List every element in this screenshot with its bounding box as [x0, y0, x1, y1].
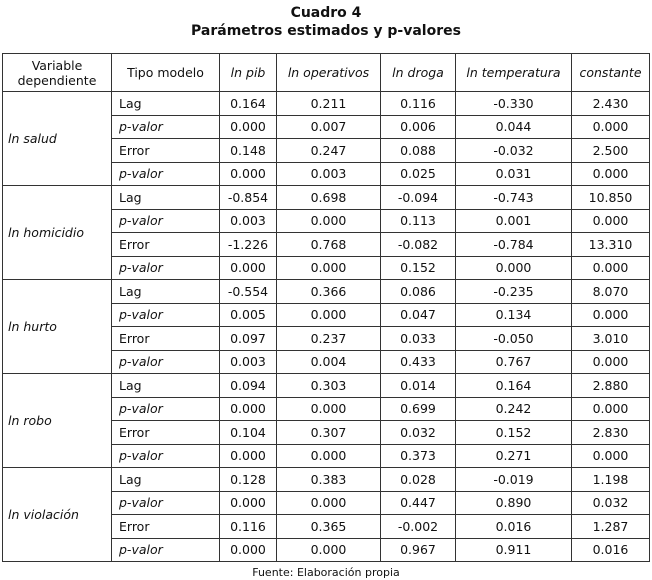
value-cell: 0.128	[220, 468, 277, 492]
value-cell: 0.242	[456, 397, 572, 421]
table-title: Cuadro 4	[290, 5, 362, 21]
value-cell: 0.007	[277, 115, 381, 139]
value-cell: 0.164	[456, 374, 572, 398]
value-cell: 0.033	[381, 327, 456, 351]
model-type-cell: p-valor	[112, 397, 220, 421]
value-cell: 3.010	[572, 327, 650, 351]
value-cell: 0.890	[456, 491, 572, 515]
value-cell: 0.000	[456, 256, 572, 280]
value-cell: 0.237	[277, 327, 381, 351]
value-cell: -0.002	[381, 515, 456, 539]
value-cell: 0.086	[381, 280, 456, 304]
value-cell: 2.430	[572, 92, 650, 116]
value-cell: 0.000	[277, 538, 381, 562]
value-cell: 0.000	[220, 444, 277, 468]
value-cell: 0.365	[277, 515, 381, 539]
table-body	[3, 92, 650, 562]
model-type-cell: p-valor	[112, 209, 220, 233]
value-cell: 0.113	[381, 209, 456, 233]
value-cell: 8.070	[572, 280, 650, 304]
model-type-cell: p-valor	[112, 115, 220, 139]
model-type-cell: p-valor	[112, 303, 220, 327]
table-source: Fuente: Elaboración propia	[252, 566, 400, 579]
value-cell: 0.014	[381, 374, 456, 398]
value-cell: -0.784	[456, 233, 572, 257]
value-cell: -0.094	[381, 186, 456, 210]
value-cell: 0.000	[572, 256, 650, 280]
model-type-cell: p-valor	[112, 350, 220, 374]
value-cell: 0.116	[381, 92, 456, 116]
model-type-cell: Lag	[112, 468, 220, 492]
model-type-cell: Lag	[112, 280, 220, 304]
header-constante: constante	[572, 54, 650, 92]
value-cell: 2.500	[572, 139, 650, 163]
value-cell: 0.768	[277, 233, 381, 257]
value-cell: 0.148	[220, 139, 277, 163]
table-row	[3, 92, 650, 116]
value-cell: 0.967	[381, 538, 456, 562]
value-cell: 0.032	[381, 421, 456, 445]
value-cell: 0.000	[220, 538, 277, 562]
value-cell: 0.016	[572, 538, 650, 562]
value-cell: 0.000	[572, 209, 650, 233]
value-cell: 1.287	[572, 515, 650, 539]
value-cell: 0.044	[456, 115, 572, 139]
value-cell: -1.226	[220, 233, 277, 257]
table-subtitle: Parámetros estimados y p-valores	[191, 23, 461, 39]
value-cell: 2.880	[572, 374, 650, 398]
value-cell: 0.383	[277, 468, 381, 492]
value-cell: 0.047	[381, 303, 456, 327]
value-cell: 0.000	[277, 491, 381, 515]
value-cell: 0.000	[572, 162, 650, 186]
value-cell: 0.000	[277, 303, 381, 327]
value-cell: 0.000	[220, 115, 277, 139]
table-row	[3, 280, 650, 304]
model-type-cell: Lag	[112, 374, 220, 398]
header-ln-pib: ln pib	[220, 54, 277, 92]
value-cell: -0.019	[456, 468, 572, 492]
header-ln-temperatura: ln temperatura	[456, 54, 572, 92]
model-type-cell: Error	[112, 233, 220, 257]
value-cell: 10.850	[572, 186, 650, 210]
value-cell: 2.830	[572, 421, 650, 445]
value-cell: 0.152	[456, 421, 572, 445]
value-cell: 0.698	[277, 186, 381, 210]
value-cell: 0.447	[381, 491, 456, 515]
dependent-variable-cell: ln hurto	[3, 280, 112, 374]
header-ln-droga: ln droga	[381, 54, 456, 92]
value-cell: 0.004	[277, 350, 381, 374]
header-variable-line1: Variable	[31, 57, 83, 73]
value-cell: 0.006	[381, 115, 456, 139]
model-type-cell: Lag	[112, 92, 220, 116]
dependent-variable-cell: ln salud	[3, 92, 112, 186]
value-cell: 0.116	[220, 515, 277, 539]
value-cell: 0.016	[456, 515, 572, 539]
model-type-cell: Error	[112, 515, 220, 539]
value-cell: 0.032	[572, 491, 650, 515]
model-type-cell: Error	[112, 327, 220, 351]
model-type-cell: p-valor	[112, 538, 220, 562]
model-type-cell: Error	[112, 421, 220, 445]
value-cell: 0.031	[456, 162, 572, 186]
value-cell: 0.366	[277, 280, 381, 304]
value-cell: 0.000	[277, 397, 381, 421]
value-cell: 0.211	[277, 92, 381, 116]
header-row	[3, 54, 650, 92]
dependent-variable-cell: ln violación	[3, 468, 112, 562]
value-cell: 0.005	[220, 303, 277, 327]
value-cell: 0.911	[456, 538, 572, 562]
parameters-table	[2, 53, 650, 562]
value-cell: 0.433	[381, 350, 456, 374]
value-cell: 0.000	[572, 350, 650, 374]
value-cell: 0.000	[220, 397, 277, 421]
value-cell: 0.088	[381, 139, 456, 163]
value-cell: -0.032	[456, 139, 572, 163]
model-type-cell: p-valor	[112, 256, 220, 280]
value-cell: 0.003	[220, 350, 277, 374]
value-cell: 0.000	[572, 115, 650, 139]
header-variable	[3, 54, 112, 92]
value-cell: 0.000	[572, 303, 650, 327]
value-cell: 1.198	[572, 468, 650, 492]
value-cell: 0.307	[277, 421, 381, 445]
value-cell: 0.000	[572, 397, 650, 421]
value-cell: 0.000	[277, 444, 381, 468]
model-type-cell: Lag	[112, 186, 220, 210]
value-cell: 0.152	[381, 256, 456, 280]
header-model: Tipo modelo	[112, 54, 220, 92]
value-cell: 0.000	[220, 256, 277, 280]
value-cell: 0.003	[220, 209, 277, 233]
value-cell: -0.235	[456, 280, 572, 304]
value-cell: 0.134	[456, 303, 572, 327]
value-cell: -0.330	[456, 92, 572, 116]
value-cell: 0.000	[277, 256, 381, 280]
value-cell: 13.310	[572, 233, 650, 257]
value-cell: 0.000	[220, 162, 277, 186]
value-cell: -0.050	[456, 327, 572, 351]
value-cell: 0.247	[277, 139, 381, 163]
value-cell: 0.001	[456, 209, 572, 233]
value-cell: 0.164	[220, 92, 277, 116]
model-type-cell: Error	[112, 139, 220, 163]
model-type-cell: p-valor	[112, 444, 220, 468]
table-row	[3, 374, 650, 398]
value-cell: -0.554	[220, 280, 277, 304]
value-cell: -0.082	[381, 233, 456, 257]
value-cell: 0.003	[277, 162, 381, 186]
value-cell: -0.743	[456, 186, 572, 210]
dependent-variable-cell: ln homicidio	[3, 186, 112, 280]
value-cell: 0.028	[381, 468, 456, 492]
value-cell: 0.373	[381, 444, 456, 468]
dependent-variable-cell: ln robo	[3, 374, 112, 468]
value-cell: 0.271	[456, 444, 572, 468]
model-type-cell: p-valor	[112, 491, 220, 515]
header-variable-line2: dependiente	[17, 72, 97, 88]
value-cell: 0.094	[220, 374, 277, 398]
value-cell: 0.000	[572, 444, 650, 468]
value-cell: 0.767	[456, 350, 572, 374]
value-cell: 0.104	[220, 421, 277, 445]
value-cell: 0.303	[277, 374, 381, 398]
value-cell: 0.025	[381, 162, 456, 186]
model-type-cell: p-valor	[112, 162, 220, 186]
table-row	[3, 468, 650, 492]
table-row	[3, 186, 650, 210]
value-cell: 0.000	[277, 209, 381, 233]
value-cell: -0.854	[220, 186, 277, 210]
value-cell: 0.699	[381, 397, 456, 421]
value-cell: 0.097	[220, 327, 277, 351]
value-cell: 0.000	[220, 491, 277, 515]
header-ln-operativos: ln operativos	[277, 54, 381, 92]
